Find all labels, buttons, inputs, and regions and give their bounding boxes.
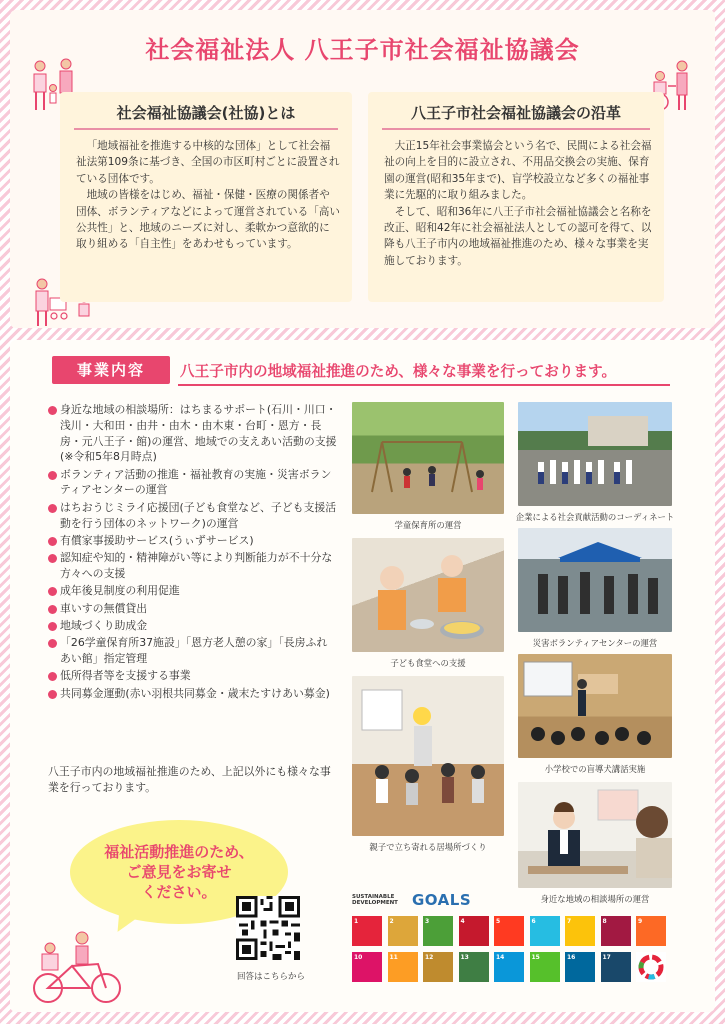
divider — [178, 384, 670, 386]
feedback-line: 福祉活動推進のため、 — [104, 843, 254, 861]
photo-caption: 親子で立ち寄れる居場所づくり — [369, 842, 487, 852]
feedback-line: ご意見をお寄せ — [126, 863, 232, 881]
list-item — [48, 668, 338, 684]
photo-guide-dog-talk — [518, 654, 672, 758]
bullet-icon — [48, 690, 57, 699]
photo-caption: 災害ボランティアセンターの運営 — [532, 638, 658, 648]
list-item-text: 有償家事援助サービス(うぃずサービス) — [60, 533, 254, 547]
sdg-tile-1: 1 — [352, 916, 382, 946]
children-scene — [352, 676, 504, 836]
classroom-scene — [518, 654, 672, 758]
photo-after-school-care — [352, 402, 504, 514]
list-item — [48, 533, 338, 549]
bullet-icon — [48, 622, 57, 631]
sdg-tile-4: 4 — [459, 916, 489, 946]
list-item — [48, 635, 338, 667]
list-item-text: 地域づくり助成金 — [60, 618, 148, 632]
qr-caption: 回答はこちらから — [236, 972, 305, 982]
photo-disaster-volunteer — [518, 528, 672, 632]
photo-childrens-cafeteria — [352, 538, 504, 652]
history-paragraph: 大正15年社会事業協会という名で、民間による社会福祉の向上を目的に設立され、不用品交換会の実施、保育園の運営(昭和35年まで)、盲学校設立など多くの福祉事業に先駆的に取り組みました。 — [384, 140, 652, 202]
list-item — [48, 500, 338, 532]
bullet-icon — [48, 672, 57, 681]
qr-code[interactable] — [236, 896, 300, 960]
sdg-tile-10: 10 — [352, 952, 382, 982]
about-text — [76, 138, 340, 253]
sdg-tile-6: 6 — [530, 916, 560, 946]
feedback-text — [70, 842, 288, 902]
about-paragraph: 地域の皆様をはじめ、福祉・保健・医療の関係者や団体、ボランティアなどによって運営されている「高い公共性」と、地域のニーズに対し、柔軟かつ意欲的に取り組める「自主性」をあわせもっています。 — [76, 189, 340, 251]
list-item-text: 身近な地域の相談場所：はちまるサポート(石川・川口・浅川・大和田・由井・由木・由木東・台町・恩方・長房・元八王子・館)の運営、地域での支えあい活動の支援(※令和5年8月時点) — [60, 403, 337, 464]
history-box — [368, 92, 664, 302]
bullet-icon — [48, 639, 57, 648]
list-item-text: 「26学童保育所37施設」「恩方老人憩の家」「長房ふれあい館」指定管理 — [60, 636, 328, 665]
list-item — [48, 583, 338, 599]
services-headline: 八王子市内の地域福祉推進のため、様々な事業を行っております。 — [180, 363, 617, 380]
list-item-text: ボランティア活動の推進・福祉教育の実施・災害ボランティアセンターの運営 — [60, 467, 332, 497]
sdg-tile-17: 17 — [601, 952, 631, 982]
photo-caption: 企業による社会貢献活動のコーディネート — [515, 512, 675, 522]
services-tag: 事業内容 — [52, 356, 170, 384]
list-item — [48, 467, 338, 499]
sdg-wheel-icon — [636, 952, 666, 982]
bullet-icon — [48, 471, 57, 480]
bullet-icon — [48, 587, 57, 596]
sdg-tile-15: 15 — [530, 952, 560, 982]
list-item-text: 共同募金運動(赤い羽根共同募金・歳末たすけあい募金) — [60, 686, 330, 700]
bicycle-illustration — [28, 926, 128, 1006]
sdg-tile-13: 13 — [459, 952, 489, 982]
divider — [382, 128, 650, 130]
kitchen-scene — [352, 538, 504, 652]
bullet-icon — [48, 504, 57, 513]
photo-caption: 子ども食堂への支援 — [390, 658, 466, 668]
list-item — [48, 618, 338, 634]
list-item — [48, 402, 338, 465]
list-item — [48, 601, 338, 617]
photo-caption: 小学校での盲導犬講話実施 — [544, 764, 646, 774]
sdg-tile-7: 7 — [565, 916, 595, 946]
photo-corporate-coordination — [518, 402, 672, 506]
photo-caption: 学童保育所の運営 — [394, 520, 462, 530]
photo-caption: 身近な地域の相談場所の運営 — [540, 894, 650, 904]
history-paragraph: そして、昭和36年に八王子市社会福祉協議会と名称を改正、昭和42年に社会福祉法人としての認可を得て、以降も八王子市内の地域福祉推進のため、様々な事業を実施しております。 — [384, 205, 652, 267]
tent-scene — [518, 528, 672, 632]
sdg-tile-9: 9 — [636, 916, 666, 946]
sdg-tile-8: 8 — [601, 916, 631, 946]
list-item-text: 車いすの無償貸出 — [60, 601, 148, 615]
list-item-text: 低所得者等を支援する事業 — [60, 669, 191, 683]
bullet-icon — [48, 406, 57, 415]
sdg-tile-12: 12 — [423, 952, 453, 982]
consultation-scene — [518, 782, 672, 888]
sdg-tile-14: 14 — [494, 952, 524, 982]
photo-community-space — [352, 676, 504, 836]
list-item — [48, 686, 338, 702]
sdg-tile-2: 2 — [388, 916, 418, 946]
sdg-tile-11: 11 — [388, 952, 418, 982]
sdgs-goals-word: GOALS — [412, 891, 472, 909]
list-item — [48, 550, 338, 582]
sdg-tile-16: 16 — [565, 952, 595, 982]
about-box — [60, 92, 352, 302]
list-item-text: 認知症や知的・精神障がい等により判断能力が不十分な方々への支援 — [60, 551, 333, 580]
page-title: 社会福祉法人 八王子市社会福祉協議会 — [145, 36, 580, 64]
sdg-tile-3: 3 — [423, 916, 453, 946]
sdgs-label-line: SUSTAINABLE — [352, 894, 395, 900]
about-paragraph: 「地域福祉を推進する中核的な団体」として社会福祉法第109条に基づき、全国の市区町村ごとに設置されている団体です。 — [76, 140, 340, 185]
history-text — [384, 138, 652, 269]
group-scene — [518, 402, 672, 506]
bullet-icon — [48, 605, 57, 614]
feedback-line: ください。 — [141, 883, 217, 901]
divider — [74, 128, 338, 130]
sdgs-label-line: DEVELOPMENT — [352, 900, 398, 906]
services-note: 八王子市内の地域福祉推進のため、上記以外にも様々な事業を行っております。 — [48, 765, 331, 794]
bullet-icon — [48, 537, 57, 546]
list-item-text: 成年後見制度の利用促進 — [60, 584, 180, 598]
services-list — [48, 402, 338, 703]
sdg-tile-5: 5 — [494, 916, 524, 946]
history-title: 八王子市社会福祉協議会の沿革 — [410, 104, 621, 122]
list-item-text: はちおうじミライ応援団(子ども食堂など、子ども支援活動を行う団体のネットワーク)の運営 — [60, 500, 337, 530]
playground-scene — [352, 402, 504, 514]
about-title: 社会福祉協議会(社協)とは — [116, 104, 296, 122]
bullet-icon — [48, 554, 57, 563]
sdgs-label — [352, 894, 398, 906]
photo-consultation-place — [518, 782, 672, 888]
